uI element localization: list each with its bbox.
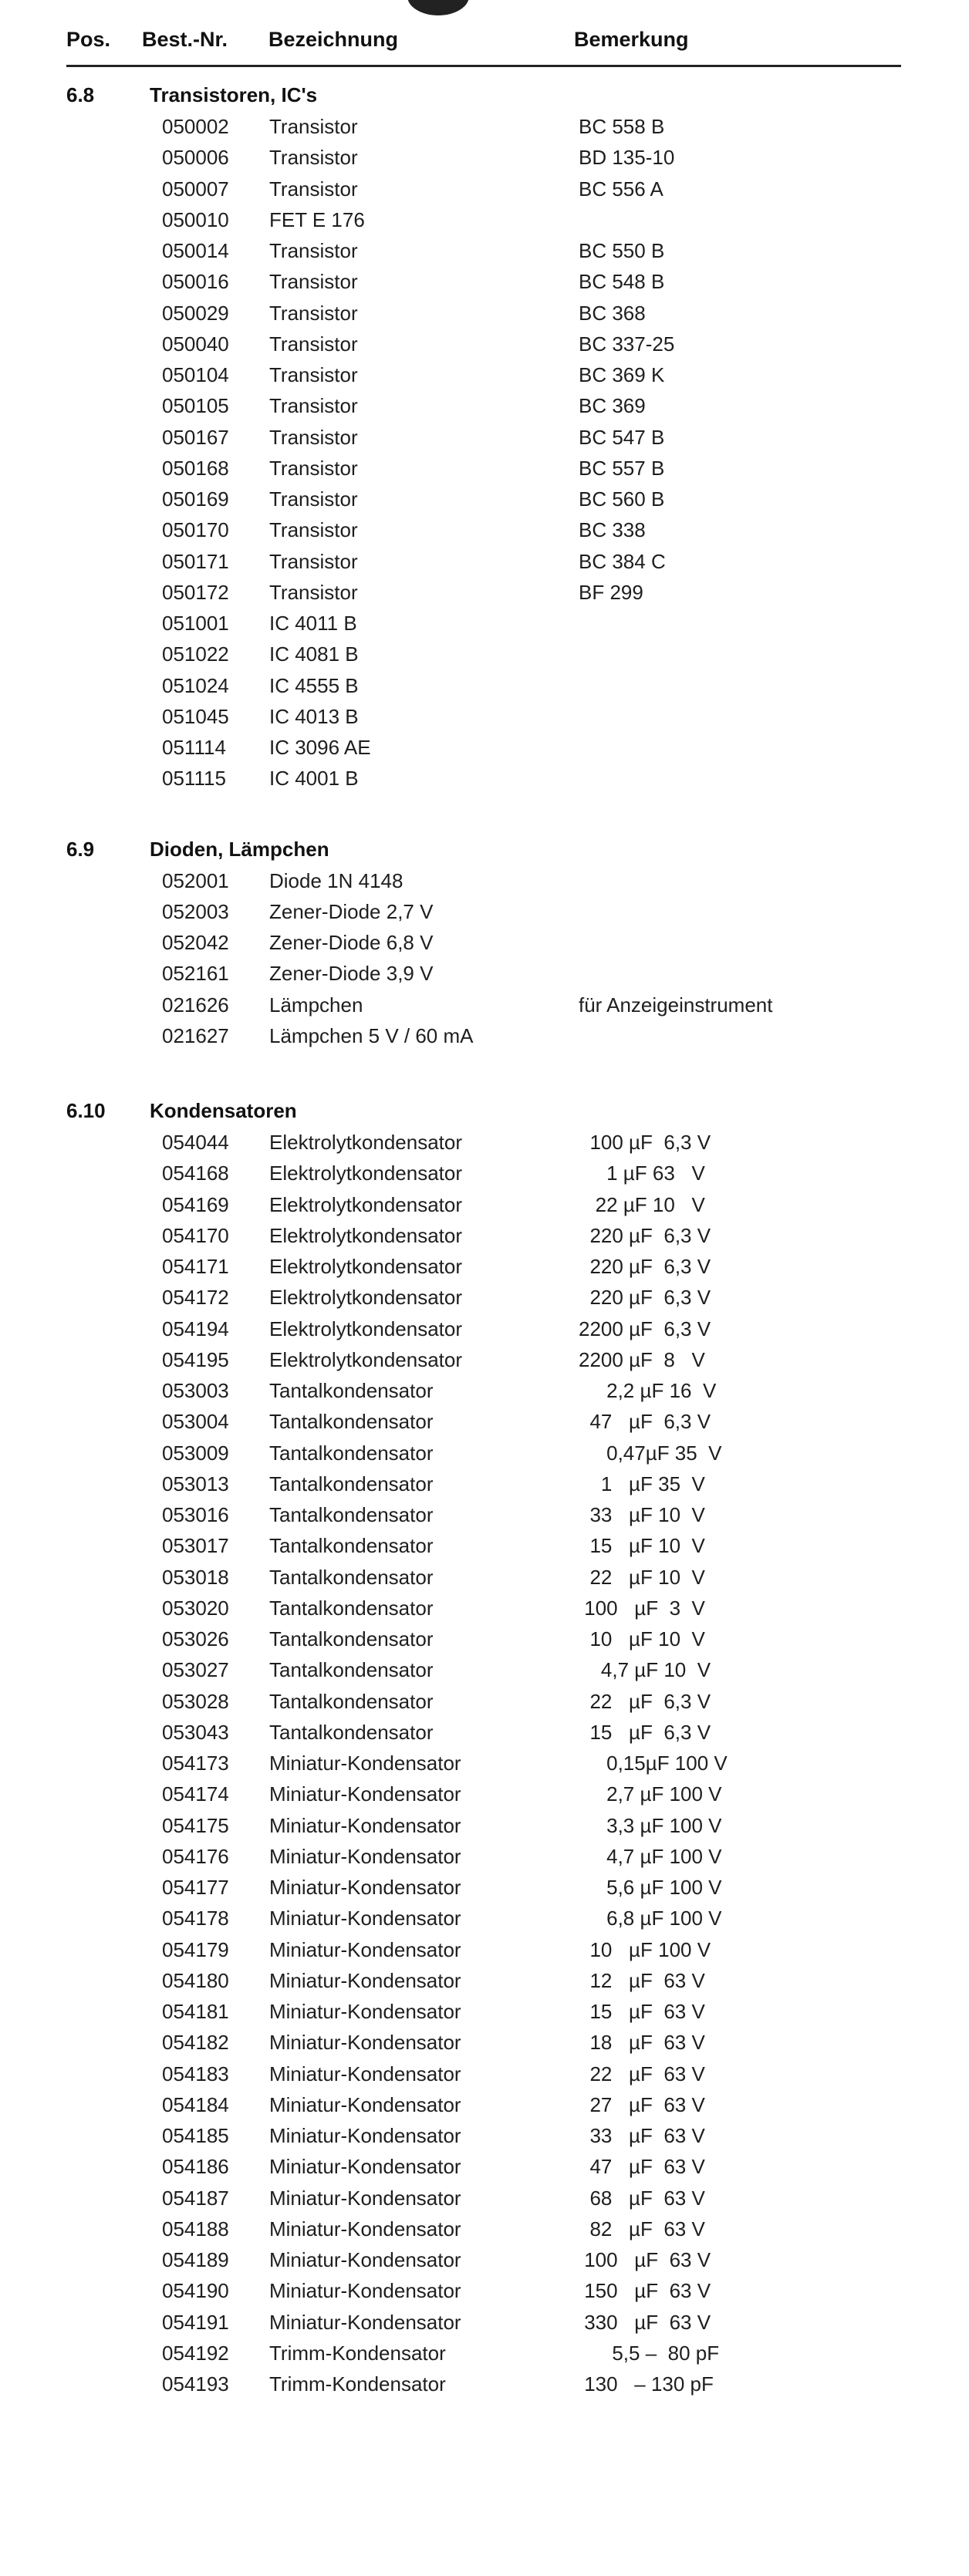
remark: BC 547 B (579, 425, 665, 449)
order-number: 054172 (162, 1286, 229, 1310)
table-row (0, 266, 969, 297)
designation: Miniatur-Kondensator (269, 1968, 461, 1992)
remark: BC 557 B (579, 456, 665, 480)
order-number: 053020 (162, 1596, 229, 1620)
designation: IC 4011 B (269, 612, 357, 635)
order-number: 051001 (162, 612, 229, 635)
designation: Tantalkondensator (269, 1379, 434, 1402)
order-number: 053013 (162, 1472, 229, 1495)
table-row (0, 1872, 969, 1903)
remark: 2,2 µF 16 V (579, 1379, 717, 1402)
designation: Lämpchen (269, 993, 363, 1017)
order-number: 053009 (162, 1441, 229, 1465)
table-row (0, 1654, 969, 1685)
designation: Zener-Diode 2,7 V (269, 899, 434, 923)
designation: Trimm-Kondensator (269, 2341, 446, 2365)
order-number: 050168 (162, 456, 229, 480)
remark: 0,47µF 35 V (579, 1441, 722, 1465)
designation: Transistor (269, 487, 358, 511)
order-number: 053028 (162, 1689, 229, 1713)
designation: IC 4555 B (269, 673, 359, 697)
section-number: 6.8 (66, 83, 95, 106)
designation: Miniatur-Kondensator (269, 2186, 461, 2210)
order-number: 051024 (162, 673, 229, 697)
remark: 82 µF 63 V (579, 2217, 705, 2241)
remark: 3,3 µF 100 V (579, 1813, 722, 1837)
table-row (0, 2275, 969, 2306)
designation: Tantalkondensator (269, 1565, 434, 1589)
designation: Diode 1N 4148 (269, 868, 403, 892)
table-row (0, 2244, 969, 2275)
order-number: 054189 (162, 2248, 229, 2271)
order-number: 051115 (162, 767, 226, 791)
order-number: 021626 (162, 993, 229, 1017)
remark: BC 548 B (579, 270, 665, 294)
order-number: 050006 (162, 146, 229, 170)
table-row (0, 2214, 969, 2244)
table-row (0, 204, 969, 235)
designation: Elektrolytkondensator (269, 1255, 463, 1278)
remark: 2,7 µF 100 V (579, 1782, 722, 1806)
designation: IC 3096 AE (269, 736, 371, 759)
remark: 220 µF 6,3 V (579, 1255, 711, 1278)
order-number: 054185 (162, 2124, 229, 2147)
header-bemerkung: Bemerkung (574, 28, 689, 51)
designation: IC 4001 B (269, 767, 359, 791)
remark: 1 µF 63 V (579, 1162, 705, 1185)
remark: 100 µF 63 V (579, 2248, 711, 2271)
table-row (0, 1375, 969, 1406)
order-number: 054044 (162, 1131, 229, 1154)
order-number: 050167 (162, 425, 229, 449)
order-number: 050007 (162, 177, 229, 201)
order-number: 053026 (162, 1627, 229, 1650)
order-number: 050002 (162, 115, 229, 138)
table-row (0, 2338, 969, 2369)
remark: 10 µF 10 V (579, 1627, 705, 1650)
table-row (0, 1623, 969, 1654)
designation: Zener-Diode 3,9 V (269, 962, 434, 986)
table-row (0, 701, 969, 732)
table-row (0, 1562, 969, 1593)
table-row (0, 1593, 969, 1623)
designation: Transistor (269, 394, 358, 418)
designation: Transistor (269, 270, 358, 294)
table-row (0, 1841, 969, 1872)
designation: IC 4013 B (269, 704, 359, 728)
table-row (0, 2120, 969, 2151)
designation: Miniatur-Kondensator (269, 1752, 461, 1775)
order-number: 050040 (162, 332, 229, 356)
remark: 220 µF 6,3 V (579, 1286, 711, 1310)
section-header (0, 1096, 969, 1127)
table-row (0, 1344, 969, 1375)
order-number: 021627 (162, 1023, 229, 1047)
table-row (0, 608, 969, 639)
table-row (0, 1468, 969, 1499)
designation: Miniatur-Kondensator (269, 2000, 461, 2023)
table-row (0, 329, 969, 359)
table-row (0, 514, 969, 545)
designation: Tantalkondensator (269, 1410, 434, 1434)
table-row (0, 1313, 969, 1344)
order-number: 054173 (162, 1752, 229, 1775)
remark: BC 369 (579, 394, 646, 418)
remark: 4,7 µF 10 V (579, 1658, 711, 1682)
remark: 22 µF 6,3 V (579, 1689, 711, 1713)
designation: Miniatur-Kondensator (269, 1844, 461, 1868)
designation: Transistor (269, 177, 358, 201)
remark: 22 µF 10 V (579, 1192, 705, 1216)
remark: 47 µF 6,3 V (579, 1410, 711, 1434)
designation: Transistor (269, 580, 358, 604)
designation: Elektrolytkondensator (269, 1347, 463, 1371)
order-number: 054190 (162, 2279, 229, 2303)
designation: Miniatur-Kondensator (269, 1907, 461, 1930)
designation: Transistor (269, 456, 358, 480)
order-number: 054187 (162, 2186, 229, 2210)
table-row (0, 763, 969, 794)
remark: BC 368 (579, 301, 646, 325)
remark: BC 558 B (579, 115, 665, 138)
table-row (0, 1903, 969, 1934)
remark: 2200 µF 6,3 V (579, 1317, 711, 1340)
remark: BC 337-25 (579, 332, 675, 356)
table-row (0, 453, 969, 484)
order-number: 050170 (162, 518, 229, 542)
section-spacer (0, 794, 969, 835)
designation: Elektrolytkondensator (269, 1192, 463, 1216)
remark: BC 369 K (579, 363, 665, 386)
remark: 330 µF 63 V (579, 2310, 711, 2334)
header-best-nr: Best.-Nr. (142, 28, 228, 51)
designation: Miniatur-Kondensator (269, 2155, 461, 2179)
order-number: 054175 (162, 1813, 229, 1837)
section-title: Kondensatoren (150, 1099, 297, 1122)
order-number: 052161 (162, 962, 229, 986)
table-row (0, 111, 969, 142)
order-number: 054178 (162, 1907, 229, 1930)
table-row (0, 1717, 969, 1748)
designation: Tantalkondensator (269, 1596, 434, 1620)
order-number: 054188 (162, 2217, 229, 2241)
remark: 130 – 130 pF (579, 2372, 714, 2396)
remark: 15 µF 10 V (579, 1534, 705, 1558)
remark: 15 µF 6,3 V (579, 1720, 711, 1744)
order-number: 054181 (162, 2000, 229, 2023)
table-row (0, 1810, 969, 1841)
remark: 33 µF 10 V (579, 1503, 705, 1526)
table-row (0, 1158, 969, 1189)
remark: 220 µF 6,3 V (579, 1223, 711, 1247)
designation: Transistor (269, 425, 358, 449)
page-punch-hole (407, 0, 469, 15)
designation: Miniatur-Kondensator (269, 2279, 461, 2303)
section-number: 6.10 (66, 1099, 106, 1122)
table-row (0, 639, 969, 669)
remark: BF 299 (579, 580, 643, 604)
remark: 0,15µF 100 V (579, 1752, 728, 1775)
section-spacer (0, 1051, 969, 1096)
table-row (0, 958, 969, 989)
section-number: 6.9 (66, 837, 95, 861)
table-row (0, 896, 969, 927)
table-row (0, 2058, 969, 2089)
designation: Zener-Diode 6,8 V (269, 931, 434, 954)
table-row (0, 2151, 969, 2182)
table-row (0, 1530, 969, 1561)
remark: 22 µF 10 V (579, 1565, 705, 1589)
order-number: 054193 (162, 2372, 229, 2396)
table-row (0, 1282, 969, 1313)
designation: Transistor (269, 146, 358, 170)
table-row (0, 865, 969, 896)
designation: Miniatur-Kondensator (269, 1876, 461, 1899)
order-number: 054174 (162, 1782, 229, 1806)
table-row (0, 422, 969, 453)
designation: Miniatur-Kondensator (269, 2092, 461, 2116)
order-number: 053017 (162, 1534, 229, 1558)
order-number: 053004 (162, 1410, 229, 1434)
order-number: 054180 (162, 1968, 229, 1992)
designation: Transistor (269, 239, 358, 262)
order-number: 052042 (162, 931, 229, 954)
order-number: 054183 (162, 2062, 229, 2085)
table-row (0, 174, 969, 204)
remark: 12 µF 63 V (579, 1968, 705, 1992)
designation: Miniatur-Kondensator (269, 2124, 461, 2147)
section-title: Transistoren, IC's (150, 83, 318, 106)
remark: 6,8 µF 100 V (579, 1907, 722, 1930)
designation: Tantalkondensator (269, 1627, 434, 1650)
designation: Miniatur-Kondensator (269, 2031, 461, 2055)
designation: Miniatur-Kondensator (269, 2248, 461, 2271)
table-row (0, 990, 969, 1020)
designation: Transistor (269, 363, 358, 386)
table-row (0, 1189, 969, 1220)
remark: 47 µF 63 V (579, 2155, 705, 2179)
order-number: 053016 (162, 1503, 229, 1526)
table-row (0, 390, 969, 421)
order-number: 054191 (162, 2310, 229, 2334)
order-number: 050014 (162, 239, 229, 262)
remark: 18 µF 63 V (579, 2031, 705, 2055)
remark: BC 556 A (579, 177, 663, 201)
order-number: 054182 (162, 2031, 229, 2055)
remark: BD 135-10 (579, 146, 675, 170)
designation: Tantalkondensator (269, 1720, 434, 1744)
table-row (0, 1748, 969, 1779)
order-number: 053043 (162, 1720, 229, 1744)
remark: 100 µF 6,3 V (579, 1131, 711, 1154)
order-number: 054184 (162, 2092, 229, 2116)
table-row (0, 732, 969, 763)
order-number: 054171 (162, 1255, 229, 1278)
order-number: 053027 (162, 1658, 229, 1682)
designation: Transistor (269, 518, 358, 542)
designation: Tantalkondensator (269, 1689, 434, 1713)
remark: 100 µF 3 V (579, 1596, 705, 1620)
section-header (0, 80, 969, 111)
order-number: 052001 (162, 868, 229, 892)
order-number: 053003 (162, 1379, 229, 1402)
designation: Tantalkondensator (269, 1503, 434, 1526)
remark: 10 µF 100 V (579, 1937, 711, 1961)
table-row (0, 235, 969, 266)
order-number: 050104 (162, 363, 229, 386)
table-row (0, 2369, 969, 2399)
table-row (0, 1779, 969, 1809)
designation: Transistor (269, 332, 358, 356)
parts-list (0, 80, 969, 2399)
table-row (0, 1996, 969, 2027)
order-number: 050169 (162, 487, 229, 511)
remark: 150 µF 63 V (579, 2279, 711, 2303)
table-row (0, 484, 969, 514)
table-row (0, 1934, 969, 1965)
designation: Tantalkondensator (269, 1534, 434, 1558)
order-number: 054176 (162, 1844, 229, 1868)
table-row (0, 670, 969, 701)
order-number: 050010 (162, 207, 229, 231)
table-row (0, 1499, 969, 1530)
table-row (0, 1127, 969, 1158)
table-row (0, 1965, 969, 1996)
table-row (0, 1438, 969, 1468)
remark: 2200 µF 8 V (579, 1347, 705, 1371)
designation: Transistor (269, 301, 358, 325)
designation: Miniatur-Kondensator (269, 1813, 461, 1837)
designation: Elektrolytkondensator (269, 1223, 463, 1247)
designation: Transistor (269, 115, 358, 138)
remark: 33 µF 63 V (579, 2124, 705, 2147)
order-number: 054194 (162, 1317, 229, 1340)
remark: 4,7 µF 100 V (579, 1844, 722, 1868)
order-number: 054169 (162, 1192, 229, 1216)
section-title: Dioden, Lämpchen (150, 837, 329, 861)
header-bezeichnung: Bezeichnung (268, 28, 399, 51)
remark: BC 550 B (579, 239, 665, 262)
order-number: 052003 (162, 899, 229, 923)
order-number: 050172 (162, 580, 229, 604)
designation: Transistor (269, 549, 358, 573)
table-row (0, 1686, 969, 1717)
order-number: 054192 (162, 2341, 229, 2365)
designation: Elektrolytkondensator (269, 1162, 463, 1185)
designation: Lämpchen 5 V / 60 mA (269, 1023, 474, 1047)
designation: IC 4081 B (269, 642, 359, 666)
order-number: 054186 (162, 2155, 229, 2179)
remark: 68 µF 63 V (579, 2186, 705, 2210)
table-row (0, 927, 969, 958)
designation: Miniatur-Kondensator (269, 1782, 461, 1806)
order-number: 054168 (162, 1162, 229, 1185)
table-row (0, 142, 969, 173)
table-row (0, 359, 969, 390)
designation: Miniatur-Kondensator (269, 2062, 461, 2085)
order-number: 050016 (162, 270, 229, 294)
remark: 5,6 µF 100 V (579, 1876, 722, 1899)
remark: 15 µF 63 V (579, 2000, 705, 2023)
designation: FET E 176 (269, 207, 365, 231)
order-number: 050171 (162, 549, 229, 573)
table-row (0, 2089, 969, 2120)
order-number: 051114 (162, 736, 226, 759)
remark: BC 384 C (579, 549, 666, 573)
table-row (0, 546, 969, 577)
order-number: 051045 (162, 704, 229, 728)
designation: Elektrolytkondensator (269, 1286, 463, 1310)
designation: Miniatur-Kondensator (269, 2217, 461, 2241)
order-number: 053018 (162, 1565, 229, 1589)
table-row (0, 1406, 969, 1437)
order-number: 051022 (162, 642, 229, 666)
order-number: 054179 (162, 1937, 229, 1961)
remark: BC 338 (579, 518, 646, 542)
order-number: 054195 (162, 1347, 229, 1371)
order-number: 054177 (162, 1876, 229, 1899)
order-number: 050029 (162, 301, 229, 325)
remark: 22 µF 63 V (579, 2062, 705, 2085)
table-row (0, 2027, 969, 2058)
designation: Elektrolytkondensator (269, 1317, 463, 1340)
designation: Miniatur-Kondensator (269, 1937, 461, 1961)
table-row (0, 577, 969, 608)
table-row (0, 2307, 969, 2338)
table-row (0, 2183, 969, 2214)
table-row (0, 1020, 969, 1051)
designation: Elektrolytkondensator (269, 1131, 463, 1154)
remark: 1 µF 35 V (579, 1472, 705, 1495)
remark: BC 560 B (579, 487, 665, 511)
header-pos: Pos. (66, 28, 111, 51)
designation: Tantalkondensator (269, 1658, 434, 1682)
designation: Tantalkondensator (269, 1441, 434, 1465)
table-row (0, 1251, 969, 1282)
remark: 5,5 – 80 pF (579, 2341, 720, 2365)
remark: 27 µF 63 V (579, 2092, 705, 2116)
designation: Trimm-Kondensator (269, 2372, 446, 2396)
header-divider (66, 65, 901, 67)
designation: Tantalkondensator (269, 1472, 434, 1495)
designation: Miniatur-Kondensator (269, 2310, 461, 2334)
section-header (0, 835, 969, 865)
table-row (0, 1220, 969, 1251)
order-number: 054170 (162, 1223, 229, 1247)
remark: für Anzeigeinstrument (579, 993, 773, 1017)
order-number: 050105 (162, 394, 229, 418)
table-row (0, 298, 969, 329)
